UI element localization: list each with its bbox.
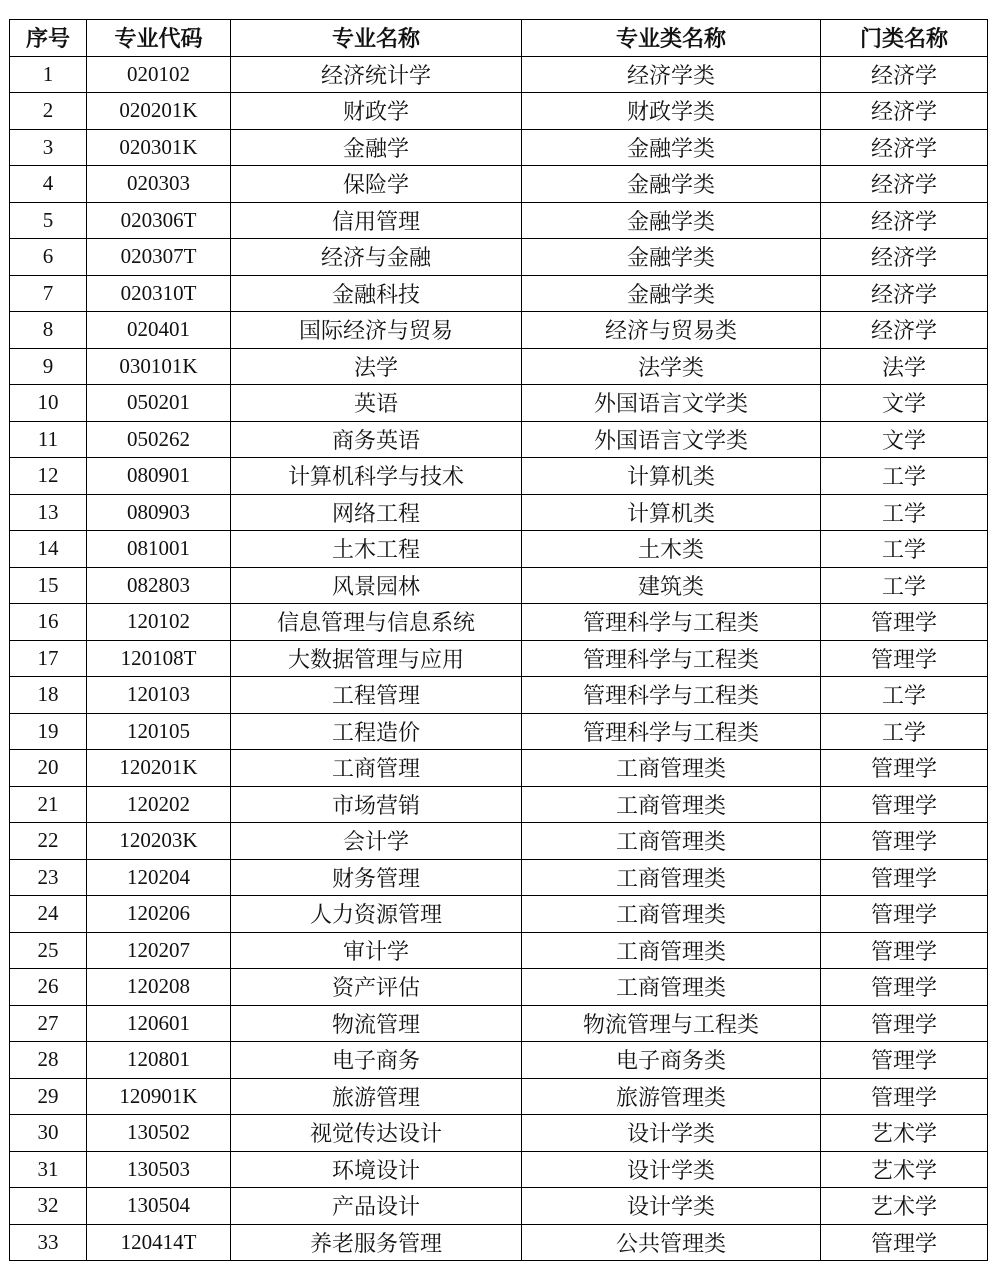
- serial-number-cell: 16: [10, 604, 87, 641]
- major-code-cell: 120414T: [87, 1224, 231, 1261]
- serial-number-cell: 25: [10, 932, 87, 969]
- discipline-cell: 工学: [821, 567, 988, 604]
- serial-number-cell: 30: [10, 1115, 87, 1152]
- major-category-cell: 金融学类: [522, 129, 821, 166]
- table-row: [10, 640, 988, 677]
- majors-table-container: [9, 19, 987, 1261]
- major-code-cell: 120801: [87, 1042, 231, 1079]
- table-row: [10, 494, 988, 531]
- serial-number-cell: 28: [10, 1042, 87, 1079]
- major-code-cell: 120201K: [87, 750, 231, 787]
- major-code-cell: 081001: [87, 531, 231, 568]
- major-category-cell: 外国语言文学类: [522, 421, 821, 458]
- table-row: [10, 1078, 988, 1115]
- major-name-cell: 金融科技: [231, 275, 522, 312]
- serial-number-cell: 4: [10, 166, 87, 203]
- major-code-cell: 120206: [87, 896, 231, 933]
- table-row: [10, 531, 988, 568]
- major-name-cell: 大数据管理与应用: [231, 640, 522, 677]
- discipline-cell: 文学: [821, 421, 988, 458]
- serial-number-cell: 12: [10, 458, 87, 495]
- table-header-row: [10, 20, 988, 57]
- major-name-cell: 电子商务: [231, 1042, 522, 1079]
- table-row: [10, 1224, 988, 1261]
- major-code-cell: 120203K: [87, 823, 231, 860]
- serial-number-cell: 13: [10, 494, 87, 531]
- major-name-cell: 人力资源管理: [231, 896, 522, 933]
- serial-number-cell: 33: [10, 1224, 87, 1261]
- major-name-cell: 网络工程: [231, 494, 522, 531]
- serial-number-cell: 6: [10, 239, 87, 276]
- serial-number-cell: 20: [10, 750, 87, 787]
- major-name-cell: 财政学: [231, 93, 522, 130]
- table-row: [10, 677, 988, 714]
- major-category-cell: 物流管理与工程类: [522, 1005, 821, 1042]
- table-row: [10, 1005, 988, 1042]
- major-name-cell: 财务管理: [231, 859, 522, 896]
- major-code-cell: 020306T: [87, 202, 231, 239]
- major-category-cell: 建筑类: [522, 567, 821, 604]
- major-code-cell: 120601: [87, 1005, 231, 1042]
- table-row: [10, 275, 988, 312]
- table-row: [10, 312, 988, 349]
- major-code-cell: 120103: [87, 677, 231, 714]
- serial-number-cell: 19: [10, 713, 87, 750]
- header-major-code: 专业代码: [87, 20, 231, 57]
- major-name-cell: 信用管理: [231, 202, 522, 239]
- major-name-cell: 商务英语: [231, 421, 522, 458]
- major-code-cell: 050262: [87, 421, 231, 458]
- discipline-cell: 经济学: [821, 275, 988, 312]
- table-row: [10, 823, 988, 860]
- serial-number-cell: 27: [10, 1005, 87, 1042]
- major-code-cell: 082803: [87, 567, 231, 604]
- discipline-cell: 管理学: [821, 823, 988, 860]
- major-category-cell: 设计学类: [522, 1188, 821, 1225]
- major-category-cell: 管理科学与工程类: [522, 604, 821, 641]
- major-code-cell: 020310T: [87, 275, 231, 312]
- serial-number-cell: 10: [10, 385, 87, 422]
- major-name-cell: 视觉传达设计: [231, 1115, 522, 1152]
- major-code-cell: 080903: [87, 494, 231, 531]
- discipline-cell: 管理学: [821, 932, 988, 969]
- discipline-cell: 管理学: [821, 1224, 988, 1261]
- major-code-cell: 020401: [87, 312, 231, 349]
- serial-number-cell: 23: [10, 859, 87, 896]
- discipline-cell: 工学: [821, 494, 988, 531]
- major-code-cell: 120207: [87, 932, 231, 969]
- discipline-cell: 经济学: [821, 93, 988, 130]
- discipline-cell: 艺术学: [821, 1151, 988, 1188]
- major-category-cell: 法学类: [522, 348, 821, 385]
- table-row: [10, 202, 988, 239]
- major-name-cell: 计算机科学与技术: [231, 458, 522, 495]
- table-row: [10, 385, 988, 422]
- major-name-cell: 保险学: [231, 166, 522, 203]
- major-code-cell: 130502: [87, 1115, 231, 1152]
- table-row: [10, 348, 988, 385]
- table-row: [10, 458, 988, 495]
- discipline-cell: 管理学: [821, 750, 988, 787]
- table-row: [10, 932, 988, 969]
- table-row: [10, 859, 988, 896]
- major-name-cell: 旅游管理: [231, 1078, 522, 1115]
- major-code-cell: 120901K: [87, 1078, 231, 1115]
- major-code-cell: 020301K: [87, 129, 231, 166]
- major-category-cell: 设计学类: [522, 1115, 821, 1152]
- discipline-cell: 经济学: [821, 312, 988, 349]
- table-row: [10, 129, 988, 166]
- discipline-cell: 艺术学: [821, 1115, 988, 1152]
- major-code-cell: 120204: [87, 859, 231, 896]
- header-discipline: 门类名称: [821, 20, 988, 57]
- major-name-cell: 工程造价: [231, 713, 522, 750]
- discipline-cell: 经济学: [821, 239, 988, 276]
- major-category-cell: 经济学类: [522, 56, 821, 93]
- serial-number-cell: 8: [10, 312, 87, 349]
- discipline-cell: 经济学: [821, 202, 988, 239]
- major-name-cell: 土木工程: [231, 531, 522, 568]
- discipline-cell: 艺术学: [821, 1188, 988, 1225]
- discipline-cell: 管理学: [821, 786, 988, 823]
- major-code-cell: 120108T: [87, 640, 231, 677]
- discipline-cell: 工学: [821, 458, 988, 495]
- major-name-cell: 法学: [231, 348, 522, 385]
- major-name-cell: 物流管理: [231, 1005, 522, 1042]
- major-category-cell: 工商管理类: [522, 969, 821, 1006]
- serial-number-cell: 15: [10, 567, 87, 604]
- major-category-cell: 经济与贸易类: [522, 312, 821, 349]
- table-row: [10, 239, 988, 276]
- discipline-cell: 工学: [821, 713, 988, 750]
- serial-number-cell: 32: [10, 1188, 87, 1225]
- discipline-cell: 管理学: [821, 896, 988, 933]
- major-code-cell: 020307T: [87, 239, 231, 276]
- major-name-cell: 信息管理与信息系统: [231, 604, 522, 641]
- table-row: [10, 567, 988, 604]
- major-name-cell: 环境设计: [231, 1151, 522, 1188]
- discipline-cell: 法学: [821, 348, 988, 385]
- table-row: [10, 1188, 988, 1225]
- major-name-cell: 英语: [231, 385, 522, 422]
- discipline-cell: 管理学: [821, 1042, 988, 1079]
- table-row: [10, 93, 988, 130]
- major-category-cell: 工商管理类: [522, 896, 821, 933]
- table-row: [10, 786, 988, 823]
- discipline-cell: 管理学: [821, 1005, 988, 1042]
- serial-number-cell: 26: [10, 969, 87, 1006]
- major-name-cell: 金融学: [231, 129, 522, 166]
- major-category-cell: 旅游管理类: [522, 1078, 821, 1115]
- serial-number-cell: 1: [10, 56, 87, 93]
- serial-number-cell: 21: [10, 786, 87, 823]
- major-category-cell: 公共管理类: [522, 1224, 821, 1261]
- table-row: [10, 750, 988, 787]
- major-name-cell: 工程管理: [231, 677, 522, 714]
- major-category-cell: 工商管理类: [522, 750, 821, 787]
- major-category-cell: 金融学类: [522, 275, 821, 312]
- major-category-cell: 工商管理类: [522, 859, 821, 896]
- serial-number-cell: 11: [10, 421, 87, 458]
- major-name-cell: 风景园林: [231, 567, 522, 604]
- major-name-cell: 资产评估: [231, 969, 522, 1006]
- discipline-cell: 工学: [821, 677, 988, 714]
- discipline-cell: 文学: [821, 385, 988, 422]
- serial-number-cell: 17: [10, 640, 87, 677]
- major-code-cell: 130503: [87, 1151, 231, 1188]
- serial-number-cell: 5: [10, 202, 87, 239]
- major-category-cell: 计算机类: [522, 494, 821, 531]
- major-name-cell: 产品设计: [231, 1188, 522, 1225]
- serial-number-cell: 3: [10, 129, 87, 166]
- table-row: [10, 713, 988, 750]
- header-major-name: 专业名称: [231, 20, 522, 57]
- major-category-cell: 金融学类: [522, 239, 821, 276]
- serial-number-cell: 2: [10, 93, 87, 130]
- major-category-cell: 设计学类: [522, 1151, 821, 1188]
- serial-number-cell: 24: [10, 896, 87, 933]
- table-row: [10, 604, 988, 641]
- table-row: [10, 166, 988, 203]
- table-row: [10, 421, 988, 458]
- majors-table: [9, 19, 988, 1261]
- major-code-cell: 080901: [87, 458, 231, 495]
- major-name-cell: 经济统计学: [231, 56, 522, 93]
- major-category-cell: 金融学类: [522, 166, 821, 203]
- major-code-cell: 120105: [87, 713, 231, 750]
- serial-number-cell: 9: [10, 348, 87, 385]
- table-row: [10, 56, 988, 93]
- major-name-cell: 市场营销: [231, 786, 522, 823]
- discipline-cell: 经济学: [821, 166, 988, 203]
- major-category-cell: 财政学类: [522, 93, 821, 130]
- major-name-cell: 审计学: [231, 932, 522, 969]
- serial-number-cell: 31: [10, 1151, 87, 1188]
- major-code-cell: 020303: [87, 166, 231, 203]
- table-row: [10, 1151, 988, 1188]
- table-row: [10, 969, 988, 1006]
- major-code-cell: 030101K: [87, 348, 231, 385]
- major-code-cell: 020201K: [87, 93, 231, 130]
- major-category-cell: 工商管理类: [522, 932, 821, 969]
- table-row: [10, 1042, 988, 1079]
- major-code-cell: 120102: [87, 604, 231, 641]
- header-serial-number: 序号: [10, 20, 87, 57]
- table-row: [10, 1115, 988, 1152]
- major-category-cell: 工商管理类: [522, 823, 821, 860]
- discipline-cell: 管理学: [821, 640, 988, 677]
- major-category-cell: 金融学类: [522, 202, 821, 239]
- major-category-cell: 外国语言文学类: [522, 385, 821, 422]
- serial-number-cell: 7: [10, 275, 87, 312]
- major-code-cell: 120202: [87, 786, 231, 823]
- major-code-cell: 020102: [87, 56, 231, 93]
- major-name-cell: 工商管理: [231, 750, 522, 787]
- discipline-cell: 管理学: [821, 859, 988, 896]
- major-category-cell: 计算机类: [522, 458, 821, 495]
- major-category-cell: 管理科学与工程类: [522, 713, 821, 750]
- major-code-cell: 050201: [87, 385, 231, 422]
- discipline-cell: 管理学: [821, 969, 988, 1006]
- serial-number-cell: 22: [10, 823, 87, 860]
- major-name-cell: 国际经济与贸易: [231, 312, 522, 349]
- discipline-cell: 经济学: [821, 56, 988, 93]
- major-category-cell: 管理科学与工程类: [522, 677, 821, 714]
- major-name-cell: 养老服务管理: [231, 1224, 522, 1261]
- discipline-cell: 工学: [821, 531, 988, 568]
- major-code-cell: 120208: [87, 969, 231, 1006]
- table-row: [10, 896, 988, 933]
- major-category-cell: 工商管理类: [522, 786, 821, 823]
- discipline-cell: 经济学: [821, 129, 988, 166]
- discipline-cell: 管理学: [821, 604, 988, 641]
- major-name-cell: 经济与金融: [231, 239, 522, 276]
- major-code-cell: 130504: [87, 1188, 231, 1225]
- header-major-category: 专业类名称: [522, 20, 821, 57]
- major-category-cell: 管理科学与工程类: [522, 640, 821, 677]
- table-body: [10, 56, 988, 1261]
- major-name-cell: 会计学: [231, 823, 522, 860]
- serial-number-cell: 18: [10, 677, 87, 714]
- serial-number-cell: 29: [10, 1078, 87, 1115]
- major-category-cell: 土木类: [522, 531, 821, 568]
- discipline-cell: 管理学: [821, 1078, 988, 1115]
- serial-number-cell: 14: [10, 531, 87, 568]
- major-category-cell: 电子商务类: [522, 1042, 821, 1079]
